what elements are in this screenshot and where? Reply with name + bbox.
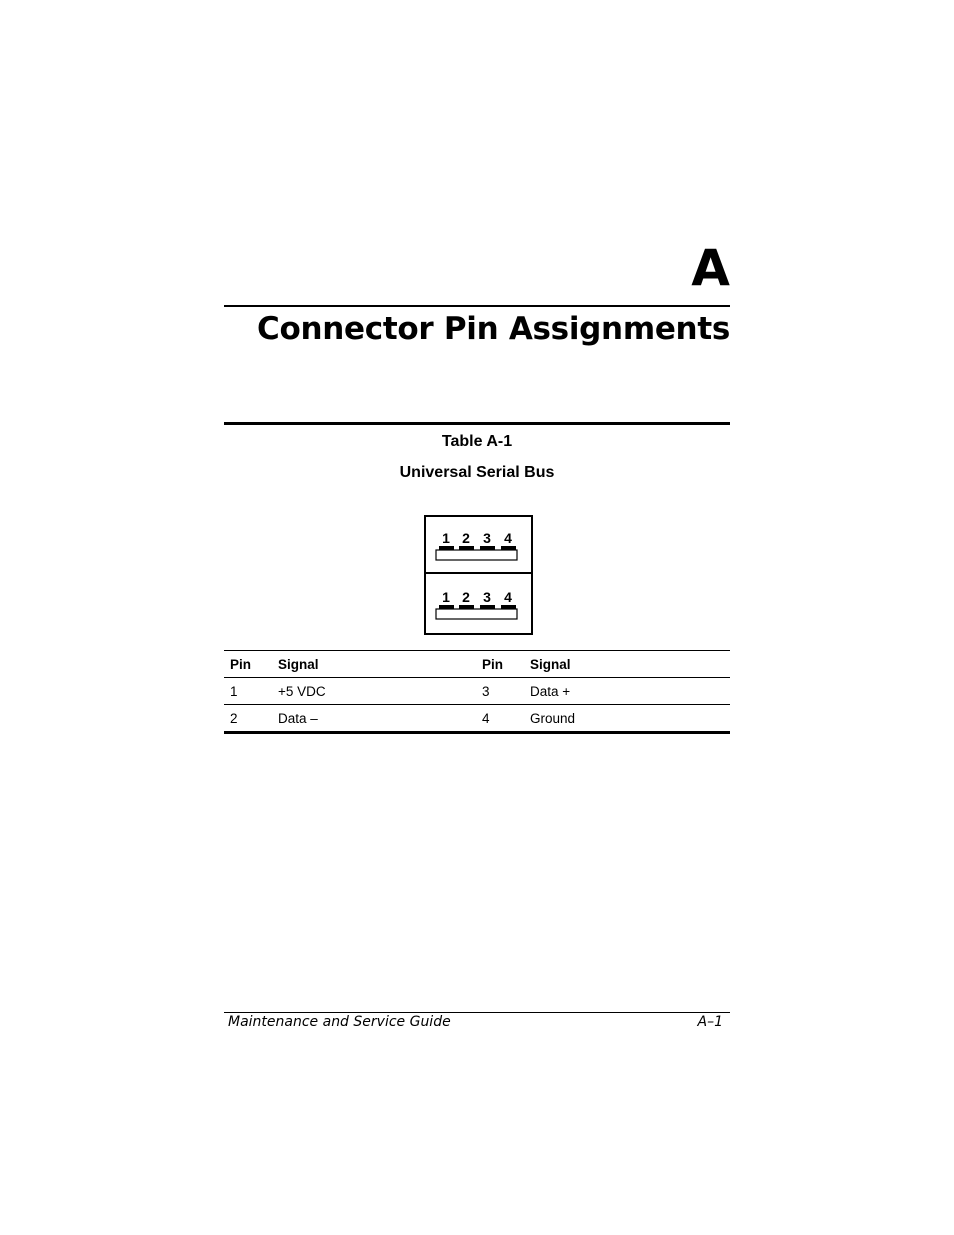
header-signal: Signal	[278, 656, 319, 672]
table-row	[224, 678, 730, 705]
table-caption: Universal Serial Bus	[399, 464, 555, 481]
pin-cell: 2	[230, 710, 238, 726]
table-top-rule	[224, 422, 730, 425]
table-header-row	[224, 651, 730, 678]
pin-label: 1	[442, 530, 450, 546]
chapter-top-rule	[224, 305, 730, 307]
pin-cell: 4	[482, 710, 490, 726]
signal-cell: +5 VDC	[278, 683, 326, 699]
signal-cell: Data –	[278, 710, 318, 726]
pin-label: 2	[462, 589, 470, 605]
footer-guide-title: Maintenance and Service Guide	[228, 1014, 451, 1030]
table-number: Table A-1	[441, 433, 513, 450]
header-pin: Pin	[230, 656, 252, 672]
pin-cell: 1	[230, 683, 238, 699]
signal-cell: Data +	[530, 683, 571, 699]
usb-connector-figure	[424, 515, 533, 635]
pin-assignment-table	[224, 650, 730, 734]
port-tongue	[436, 550, 517, 560]
table-row	[224, 705, 730, 733]
footer-page-number: A–1	[697, 1014, 723, 1030]
chapter-letter: A	[691, 239, 730, 297]
header-pin: Pin	[482, 656, 504, 672]
pin-label: 3	[483, 530, 491, 546]
pin-cell: 3	[482, 683, 490, 699]
pin-label: 2	[462, 530, 470, 546]
pin-label: 4	[504, 530, 512, 546]
pin-label: 1	[442, 589, 450, 605]
signal-cell: Ground	[530, 710, 576, 726]
port-tongue	[436, 609, 517, 619]
header-signal: Signal	[530, 656, 571, 672]
pin-label: 4	[504, 589, 512, 605]
pin-label: 3	[483, 589, 491, 605]
chapter-title: Connector Pin Assignments	[257, 311, 730, 347]
